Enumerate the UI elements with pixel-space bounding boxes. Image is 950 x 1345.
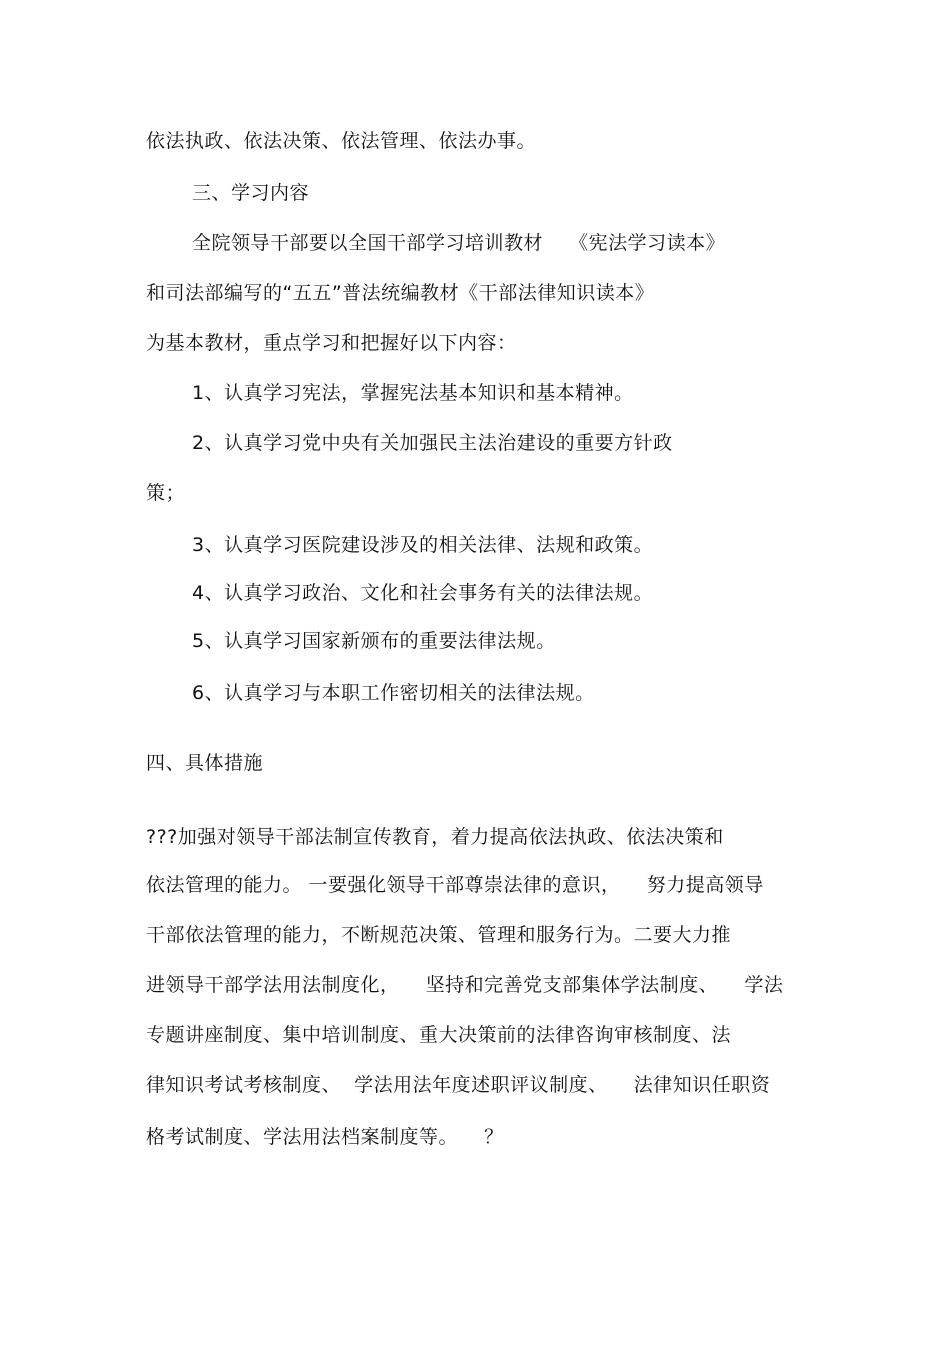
paragraph-line-6: 律知识考试考核制度、 学法用法年度述职评议制度、 法律知识任职资 [146,1074,771,1096]
list-item-6: 6、认真学习与本职工作密切相关的法律法规。 [192,682,595,704]
paragraph-line-3: 干部依法管理的能力，不断规范决策、管理和服务行为。二要大力推 [146,924,732,946]
list-item-2: 2、认真学习党中央有关加强民主法治建设的重要方针政 [192,432,673,454]
list-item-5: 5、认真学习国家新颁布的重要法律法规。 [192,630,556,652]
list-item-3: 3、认真学习医院建设涉及的相关法律、法规和政策。 [192,534,654,556]
section-heading-3: 三、学习内容 [192,182,310,204]
paragraph-line-4: 进领导干部学法用法制度化， 坚持和完善党支部集体学法制度、 学法 [146,974,784,996]
text-line-5: 为基本教材，重点学习和把握好以下内容： [146,332,517,354]
list-item-4: 4、认真学习政治、文化和社会事务有关的法律法规。 [192,582,654,604]
paragraph-line-2: 依法管理的能力。 一要强化领导干部尊崇法律的意识， 努力提高领导 [146,874,764,896]
list-item-2-continuation: 策； [146,482,186,504]
paragraph-line-5: 专题讲座制度、集中培训制度、重大决策前的法律咨询审核制度、法 [146,1024,732,1046]
text-line-1: 依法执政、依法决策、依法管理、依法办事。 [146,130,537,152]
list-item-1: 1、认真学习宪法，掌握宪法基本知识和基本精神。 [192,382,634,404]
paragraph-line-1: ???加强对领导干部法制宣传教育，着力提高依法执政、依法决策和 [146,826,724,848]
paragraph-line-7: 格考试制度、学法用法档案制度等。 ？ [146,1126,504,1148]
text-line-4: 和司法部编写的“五五”普法统编教材《干部法律知识读本》 [146,282,655,304]
section-heading-4: 四、具体措施 [146,752,264,774]
text-line-3: 全院领导干部要以全国干部学习培训教材 《宪法学习读本》 [192,232,726,254]
